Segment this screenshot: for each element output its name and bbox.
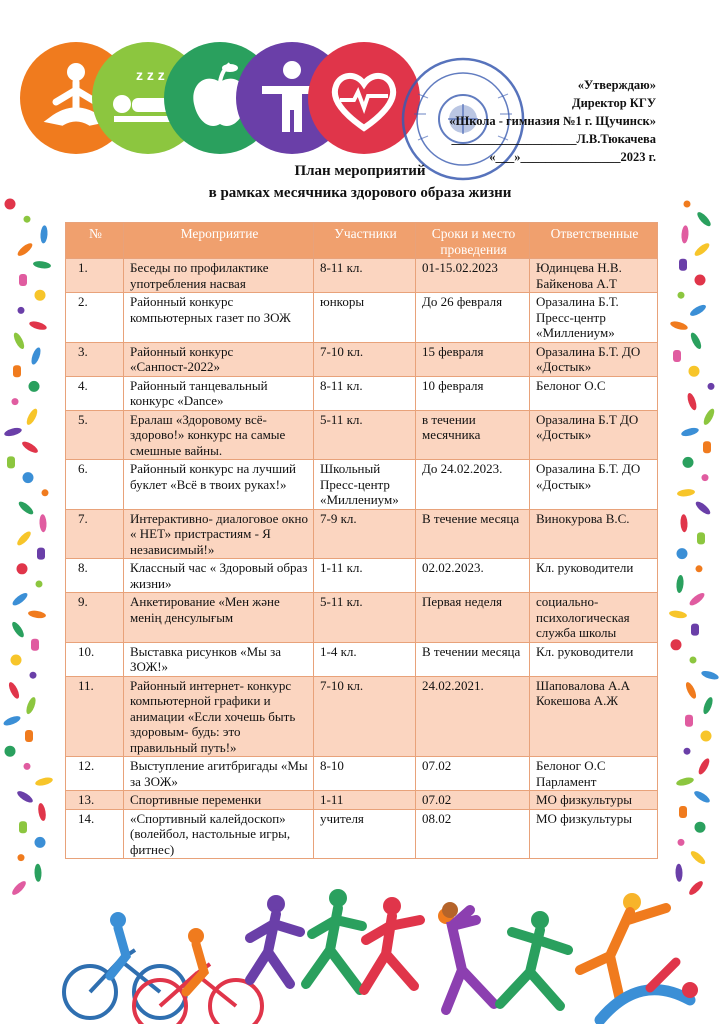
leaf-icon bbox=[697, 757, 712, 776]
cell-responsible: МО физкультуры bbox=[530, 809, 658, 859]
pepper-icon bbox=[680, 514, 688, 532]
cell-event: Ералаш «Здоровому всё- здорово!» конкурс на самые смешные вайны. bbox=[124, 410, 314, 460]
leaf-icon bbox=[28, 320, 47, 332]
pineapple-icon bbox=[697, 532, 705, 544]
leaf-icon bbox=[7, 681, 21, 700]
carrot-icon bbox=[28, 610, 47, 620]
berry-icon bbox=[708, 383, 715, 390]
title-line: в рамках месячника здорового образа жизни bbox=[208, 185, 512, 201]
cell-responsible: Кл. руководители bbox=[530, 559, 658, 593]
events-table bbox=[65, 222, 658, 859]
cell-event: Беседы по профилактике употребления насвая bbox=[124, 259, 314, 293]
cell-dates: 07.02 bbox=[416, 791, 530, 810]
berry-icon bbox=[30, 672, 37, 679]
table-row bbox=[66, 509, 658, 559]
fruit-border-left bbox=[0, 196, 58, 896]
cell-event: «Спортивный калейдоскоп» (волейбол, настольные игры, фитнес) bbox=[124, 809, 314, 859]
basketball-player-icon bbox=[438, 902, 494, 1010]
fruit-icon bbox=[695, 275, 706, 286]
fruit-icon bbox=[671, 639, 682, 650]
carrot-icon bbox=[675, 776, 694, 787]
cell-responsible: Юдинцева Н.В. Байкенова А.Т bbox=[530, 259, 658, 293]
pineapple-icon bbox=[19, 274, 27, 286]
cell-num: 4. bbox=[66, 376, 124, 410]
table-row bbox=[66, 410, 658, 460]
cyclist-icon bbox=[134, 928, 262, 1024]
pineapple-icon bbox=[13, 365, 21, 377]
table-row bbox=[66, 559, 658, 593]
fruit-icon bbox=[35, 837, 46, 848]
cell-event: Районный конкурс «Санпост-2022» bbox=[124, 342, 314, 376]
svg-text:z z z: z z z bbox=[136, 67, 165, 83]
cell-num: 1. bbox=[66, 259, 124, 293]
fruit-icon bbox=[11, 655, 22, 666]
cell-dates: 08.02 bbox=[416, 809, 530, 859]
dancer-icon bbox=[500, 911, 568, 1006]
cell-responsible: Оразалина Б.Т. ДО «Достык» bbox=[530, 460, 658, 510]
berry-icon bbox=[24, 216, 31, 223]
pepper-icon bbox=[15, 529, 33, 547]
cell-responsible: Белоног О.С Парламент bbox=[530, 757, 658, 791]
leaf-icon bbox=[34, 776, 53, 787]
cell-participants: 8-11 кл. bbox=[314, 259, 416, 293]
cell-event: Классный час « Здоровый образ жизни» bbox=[124, 559, 314, 593]
pineapple-icon bbox=[7, 456, 15, 468]
cell-dates: 07.02 bbox=[416, 757, 530, 791]
cell-participants: 5-11 кл. bbox=[314, 410, 416, 460]
table-row bbox=[66, 642, 658, 676]
fruit-icon bbox=[35, 290, 46, 301]
sports-illustration bbox=[0, 880, 724, 1024]
cell-participants: Школьный Пресс-центр «Миллениум» bbox=[314, 460, 416, 510]
fruit-icon bbox=[29, 381, 40, 392]
berry-icon bbox=[678, 292, 685, 299]
cell-responsible: Оразалина Б.Т. Пресс-центр «Миллениум» bbox=[530, 293, 658, 343]
leaf-icon bbox=[17, 500, 35, 517]
fruit-icon bbox=[683, 457, 694, 468]
pepper-icon bbox=[693, 241, 711, 258]
approval-date-line: «___»________________2023 г. bbox=[489, 150, 656, 164]
cell-participants: 8-10 bbox=[314, 757, 416, 791]
cell-responsible: МО физкультуры bbox=[530, 791, 658, 810]
berry-icon bbox=[696, 565, 703, 572]
cell-num: 7. bbox=[66, 509, 124, 559]
approval-line: Директор КГУ bbox=[572, 96, 656, 110]
fruit-border-right bbox=[666, 196, 724, 896]
cell-event: Интерактивно- диалоговое окно « НЕТ» пристрастиям - Я независимый!» bbox=[124, 509, 314, 559]
leaf-icon bbox=[40, 225, 48, 243]
table-row bbox=[66, 460, 658, 510]
cell-event: Выступление агитбригады «Мы за ЗОЖ» bbox=[124, 757, 314, 791]
pepper-icon bbox=[693, 789, 712, 805]
pepper-icon bbox=[680, 426, 699, 437]
cell-event: Районный танцевальный конкурс «Dance» bbox=[124, 376, 314, 410]
fruit-icon bbox=[23, 472, 34, 483]
berry-icon bbox=[12, 398, 19, 405]
runner-icon bbox=[364, 897, 420, 990]
table-row bbox=[66, 791, 658, 810]
header-num: № bbox=[66, 223, 124, 259]
leaf-icon bbox=[677, 488, 696, 497]
header-participants: Участники bbox=[314, 223, 416, 259]
events-table-wrapper bbox=[65, 222, 657, 859]
berry-icon bbox=[684, 748, 691, 755]
cell-participants: 5-11 кл. bbox=[314, 593, 416, 643]
cell-num: 11. bbox=[66, 676, 124, 757]
cell-participants: 7-10 кл. bbox=[314, 342, 416, 376]
leaf-icon bbox=[688, 303, 707, 318]
cell-dates: 24.02.2021. bbox=[416, 676, 530, 757]
title-line: План мероприятий bbox=[294, 163, 426, 179]
berry-icon bbox=[678, 839, 685, 846]
cell-responsible: Кл. руководители bbox=[530, 642, 658, 676]
cell-participants: 7-10 кл. bbox=[314, 676, 416, 757]
cell-num: 9. bbox=[66, 593, 124, 643]
cell-responsible: Винокурова В.С. bbox=[530, 509, 658, 559]
leaf-icon bbox=[25, 407, 40, 426]
healthy-lifestyle-icons bbox=[20, 38, 420, 166]
berry-icon bbox=[18, 307, 25, 314]
carrot-icon bbox=[694, 500, 712, 517]
carrot-icon bbox=[16, 241, 34, 258]
cell-num: 8. bbox=[66, 559, 124, 593]
cell-responsible: Оразалина Б.Т ДО «Достык» bbox=[530, 410, 658, 460]
carrot-icon bbox=[684, 681, 698, 700]
carrot-icon bbox=[39, 514, 47, 532]
fruit-icon bbox=[5, 746, 16, 757]
cell-dates: Первая неделя bbox=[416, 593, 530, 643]
cell-dates: 10 февраля bbox=[416, 376, 530, 410]
pineapple-icon bbox=[679, 259, 687, 271]
table-row bbox=[66, 757, 658, 791]
pepper-icon bbox=[689, 331, 703, 350]
document-title bbox=[120, 160, 600, 204]
pepper-icon bbox=[10, 620, 26, 639]
carrot-icon bbox=[16, 789, 35, 805]
header-responsible: Ответственные bbox=[530, 223, 658, 259]
pineapple-icon bbox=[703, 441, 711, 453]
pepper-icon bbox=[33, 260, 52, 269]
header-event: Мероприятие bbox=[124, 223, 314, 259]
table-header-row bbox=[66, 223, 658, 259]
carrot-icon bbox=[3, 426, 22, 437]
pineapple-icon bbox=[691, 624, 699, 636]
leaf-icon bbox=[689, 849, 707, 866]
leaf-icon bbox=[700, 669, 719, 681]
cell-responsible: Оразалина Б.Т. ДО «Достык» bbox=[530, 342, 658, 376]
cell-num: 5. bbox=[66, 410, 124, 460]
cell-dates: В течение месяца bbox=[416, 509, 530, 559]
table-row bbox=[66, 376, 658, 410]
fruit-icon bbox=[677, 548, 688, 559]
cell-responsible: Шаповалова А.А Кокешова А.Ж bbox=[530, 676, 658, 757]
table-row bbox=[66, 593, 658, 643]
cell-event: Районный конкурс на лучший буклет «Всё в твоих руках!» bbox=[124, 460, 314, 510]
cyclist-icon bbox=[64, 912, 186, 1018]
fruit-icon bbox=[5, 199, 16, 210]
berry-icon bbox=[18, 854, 25, 861]
approval-block bbox=[396, 76, 656, 166]
cell-num: 3. bbox=[66, 342, 124, 376]
cell-responsible: Белоног О.С bbox=[530, 376, 658, 410]
berry-icon bbox=[690, 657, 697, 664]
cell-num: 6. bbox=[66, 460, 124, 510]
approval-line: «Утверждаю» bbox=[577, 78, 656, 92]
fruit-icon bbox=[17, 563, 28, 574]
berry-icon bbox=[36, 581, 43, 588]
cell-participants: 1-11 кл. bbox=[314, 559, 416, 593]
cell-num: 13. bbox=[66, 791, 124, 810]
table-row bbox=[66, 342, 658, 376]
cell-dates: 15 февраля bbox=[416, 342, 530, 376]
pineapple-icon bbox=[25, 730, 33, 742]
cell-dates: 01-15.02.2023 bbox=[416, 259, 530, 293]
carrot-icon bbox=[688, 591, 706, 608]
carrot-icon bbox=[702, 407, 717, 426]
cell-event: Районный конкурс компьютерных газет по ЗОЖ bbox=[124, 293, 314, 343]
cell-event: Спортивные переменки bbox=[124, 791, 314, 810]
leaf-icon bbox=[676, 575, 685, 594]
cell-event: Выставка рисунков «Мы за ЗОЖ!» bbox=[124, 642, 314, 676]
approval-line: «Школа - гимназия №1 г. Щучинск» bbox=[449, 114, 656, 128]
table-row bbox=[66, 809, 658, 859]
fruit-icon bbox=[695, 822, 706, 833]
fruit-icon bbox=[701, 731, 712, 742]
carrot-icon bbox=[25, 696, 38, 715]
pepper-icon bbox=[37, 803, 47, 822]
cell-num: 14. bbox=[66, 809, 124, 859]
pepper-icon bbox=[669, 610, 688, 620]
pepper-icon bbox=[21, 439, 40, 454]
pineapple-icon bbox=[37, 548, 45, 560]
cell-num: 12. bbox=[66, 757, 124, 791]
berry-icon bbox=[702, 474, 709, 481]
cell-participants: 8-11 кл. bbox=[314, 376, 416, 410]
pineapple-icon bbox=[31, 639, 39, 651]
cell-participants: юнкоры bbox=[314, 293, 416, 343]
cell-participants: 1-11 bbox=[314, 791, 416, 810]
cell-num: 10. bbox=[66, 642, 124, 676]
cell-dates: 02.02.2023. bbox=[416, 559, 530, 593]
cell-event: Районный интернет- конкурс компьютерной графики и анимации «Если хочешь быть здоровым- будь: это правильный путь!» bbox=[124, 676, 314, 757]
cell-participants: 1-4 кл. bbox=[314, 642, 416, 676]
fruit-icon bbox=[689, 366, 700, 377]
pepper-icon bbox=[30, 346, 43, 365]
table-row bbox=[66, 676, 658, 757]
cell-responsible: социально- психологическая служба школы bbox=[530, 593, 658, 643]
pineapple-icon bbox=[685, 715, 693, 727]
pepper-icon bbox=[702, 696, 715, 715]
table-row bbox=[66, 259, 658, 293]
cell-event: Анкетирование «Мен және менің денсулығым bbox=[124, 593, 314, 643]
leaf-icon bbox=[686, 392, 698, 411]
pineapple-icon bbox=[679, 806, 687, 818]
berry-icon bbox=[684, 201, 691, 208]
cell-dates: До 24.02.2023. bbox=[416, 460, 530, 510]
carrot-icon bbox=[12, 331, 26, 350]
carrot-icon bbox=[681, 225, 689, 243]
berry-icon bbox=[42, 489, 49, 496]
approval-signature-line: ____________________Л.В.Тюкачева bbox=[451, 132, 656, 146]
berry-icon bbox=[24, 763, 31, 770]
cell-dates: в течении месячника bbox=[416, 410, 530, 460]
pineapple-icon bbox=[19, 821, 27, 833]
header-dates: Сроки и место проведения bbox=[416, 223, 530, 259]
carrot-icon bbox=[669, 320, 688, 332]
cell-dates: В течении месяца bbox=[416, 642, 530, 676]
table-row bbox=[66, 293, 658, 343]
cell-dates: До 26 февраля bbox=[416, 293, 530, 343]
runner-icon bbox=[250, 895, 300, 984]
runner-icon bbox=[306, 889, 362, 990]
cell-participants: 7-9 кл. bbox=[314, 509, 416, 559]
leaf-icon bbox=[695, 210, 712, 228]
leaf-icon bbox=[11, 591, 29, 608]
pepper-icon bbox=[2, 714, 21, 727]
cell-num: 2. bbox=[66, 293, 124, 343]
pineapple-icon bbox=[673, 350, 681, 362]
cell-participants: учителя bbox=[314, 809, 416, 859]
